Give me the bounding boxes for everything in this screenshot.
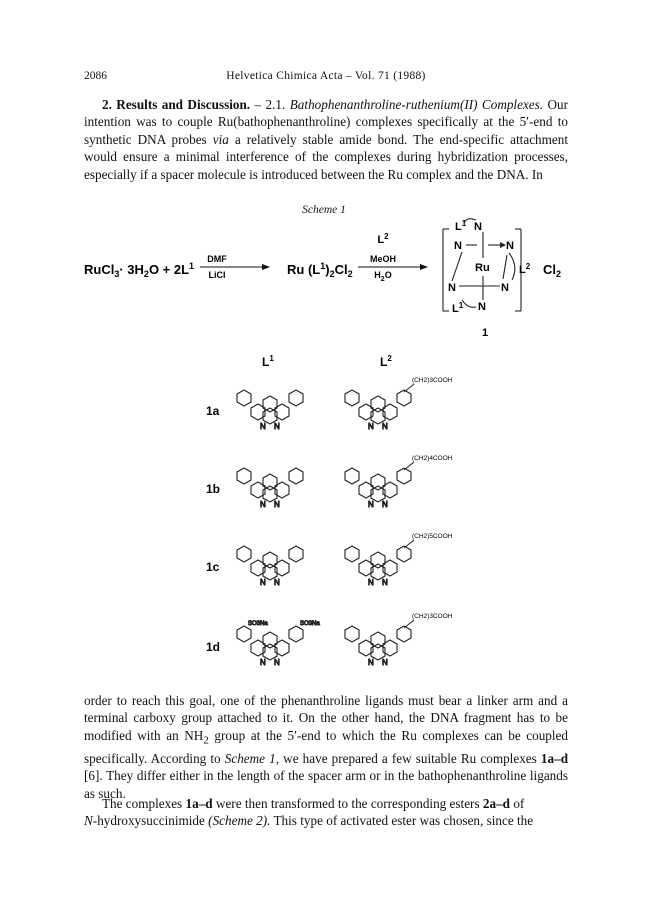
paragraph-text: of <box>513 796 525 811</box>
svg-text:N: N <box>260 422 266 431</box>
svg-text:N: N <box>501 282 509 294</box>
subscript: 2 <box>203 734 209 747</box>
paragraph-text: Our intention was to couple Ru(bathophenanthroline) complexes specifically at the 5′-end to synthetic DNA probes <box>84 97 569 147</box>
complex-reference: 1a–d <box>540 750 569 766</box>
reactant-rucl3: RuCl$_3$· $3H_2O + 2L^1$ <box>84 261 195 279</box>
product-number: 1 <box>482 327 489 339</box>
ligand-l2-structure <box>345 540 414 587</box>
svg-text:N: N <box>368 658 374 667</box>
paragraph-text: group at the 5′-end to which the Ru complexes can be coupled specifically. According to <box>84 727 569 766</box>
svg-text:N: N <box>478 301 486 313</box>
ligand-row-1a <box>206 377 453 431</box>
ligand-l1-structure <box>237 390 303 431</box>
ligand-l1-structure <box>237 546 303 587</box>
section-heading: 2. Results and Discussion. <box>102 97 251 112</box>
row-label: 1a <box>206 404 220 418</box>
svg-text:SO3Na: SO3Na <box>248 621 268 627</box>
paragraph-text: -hydroxysuccinimide <box>92 813 205 829</box>
ligand-l2-structure <box>345 462 414 509</box>
svg-text:N: N <box>454 240 462 252</box>
intermediate-complex: Ru $(L^1)_2Cl_2$ <box>287 261 353 279</box>
journal-title: Helvetica Chimica Acta – Vol. 71 (1988) <box>226 70 426 82</box>
svg-text:N: N <box>382 422 388 431</box>
paragraph-text: were then transformed to the corresponding esters <box>215 796 480 811</box>
complex-reference: 1a–d <box>185 796 213 811</box>
scheme-reference: (Scheme 2). <box>208 813 271 829</box>
row-label: 1b <box>206 482 221 496</box>
body-paragraph-2 <box>84 692 568 802</box>
subsection-number: – 2.1. <box>254 97 286 112</box>
ligand-l1-structure <box>237 468 303 509</box>
arrow2-bottom-label: $H_2O$ <box>374 270 392 283</box>
spacer-chain-label: (CH2)3COOH <box>412 613 453 620</box>
paragraph-text: order to reach this goal, one of the phenanthroline ligands must bear a linker arm and a terminal carboxy group attached to it. On the other hand, the DNA fragment has to be modified with an NH <box>84 693 568 743</box>
svg-text:SO3Na: SO3Na <box>300 621 320 627</box>
paragraph-text: [6]. They differ either in the length of the spacer arm or in the bathophenanthroline ligands as such. <box>84 768 568 801</box>
svg-text:L1: $L^1$ <box>452 301 464 315</box>
body-paragraph-3 <box>84 795 568 830</box>
arrow1-bottom-label: LiCl <box>208 270 226 280</box>
ligand-l2-structure <box>345 384 414 431</box>
svg-text:N: N <box>474 221 482 233</box>
ligand-row-1d <box>206 613 453 667</box>
l2-reagent-label: $L^2$ <box>377 232 389 246</box>
page-number: 2086 <box>84 70 107 82</box>
spacer-chain-label: (CH2)4COOH <box>412 455 453 462</box>
svg-text:Ru: Ru <box>475 262 490 274</box>
paragraph-text: The complexes <box>102 796 183 811</box>
ligand-row-1b <box>206 455 453 509</box>
svg-text:N: N <box>274 578 280 587</box>
svg-text:N: N <box>368 500 374 509</box>
svg-text:L2: $L^2$ <box>519 262 531 276</box>
svg-text:N: N <box>368 422 374 431</box>
ligand-l2-structure <box>345 620 414 667</box>
svg-text:N: N <box>274 500 280 509</box>
paragraph-text: a relatively stable amide bond. The end-specific attachment would ensure a minimal interference of the complexes during hybridization processes, especially if a spacer molecule is introduced between the Ru complex and the DNA. In <box>84 131 569 182</box>
arrow-head-icon <box>262 264 270 270</box>
svg-text:N: N <box>274 422 280 431</box>
svg-text:L1: $L^1$ <box>455 219 467 233</box>
paragraph-text: This type of activated ester was chosen, since the <box>273 813 534 829</box>
spacer-chain-label: (CH2)3COOH <box>412 377 453 384</box>
italic-via: via <box>212 131 229 147</box>
spacer-chain-label: (CH2)5COOH <box>412 533 453 540</box>
svg-text:N: N <box>368 578 374 587</box>
ligand-rows <box>206 377 453 667</box>
row-label: 1d <box>206 640 221 654</box>
ru-complex-structure <box>443 219 561 339</box>
arrow1-top-label: DMF <box>207 254 227 264</box>
svg-text:N: N <box>382 658 388 667</box>
svg-text:N: N <box>260 578 266 587</box>
svg-text:N: N <box>260 500 266 509</box>
svg-text:N: N <box>382 578 388 587</box>
svg-text:N: N <box>506 240 514 252</box>
svg-text:N: N <box>260 658 266 667</box>
arrow-head-icon <box>420 264 428 270</box>
column-l2-header: $L^2$ <box>380 354 392 369</box>
arrow2-top-label: MeOH <box>369 254 397 264</box>
paragraph-text: we have prepared a few suitable Ru complexes <box>283 750 537 766</box>
scheme-title: Scheme 1 <box>302 204 346 216</box>
svg-text:N: N <box>448 282 456 294</box>
svg-text:Cl2: $Cl_2$ <box>543 262 562 279</box>
svg-text:N: N <box>382 500 388 509</box>
italic-n: N <box>84 813 93 829</box>
ligand-row-1c <box>206 533 453 587</box>
ester-reference: 2a–d <box>482 796 511 811</box>
row-label: 1c <box>206 560 220 574</box>
subsection-title: Bathophenanthroline-ruthenium(II) Complexes. <box>289 97 544 112</box>
column-l1-header: $L^1$ <box>262 354 274 369</box>
scheme-reference: Scheme 1, <box>224 750 280 766</box>
ligand-l1-structure <box>237 621 320 667</box>
svg-text:N: N <box>274 658 280 667</box>
